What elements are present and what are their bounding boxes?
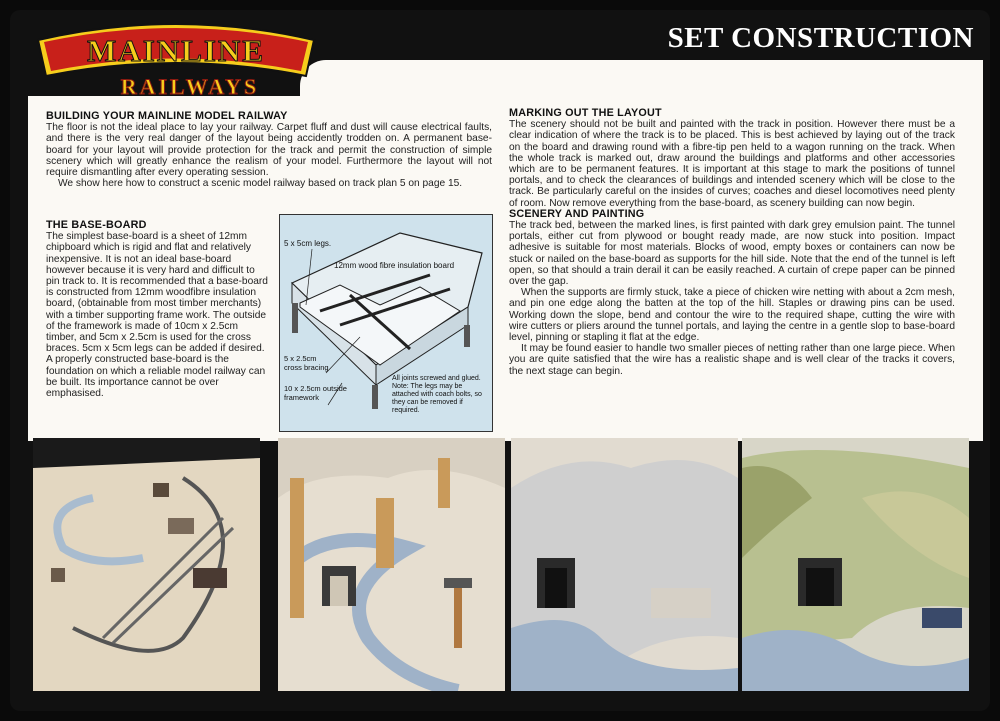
logo-mainline-text: MAINLINE bbox=[87, 33, 265, 68]
legs-label: 5 x 5cm legs. bbox=[284, 239, 332, 248]
photo-supports-netting bbox=[278, 438, 505, 691]
framework-label: 10 x 2.5cm outside framework bbox=[284, 384, 347, 402]
text-panel-top bbox=[300, 60, 983, 100]
scenery-para-2: When the supports are firmly stuck, take a piece of chicken wire netting with about a 2cm mesh, and pin one edge along the batten at the top of the hill. Staples or drawing pins can be used. Working down the slope, bend and contour the wire to the required shape, cutting the wire with wire cutters or pliers around the tunnel portals, and laying the centre in a gentle slop to base-board level, pinning or stapling it flat at the edge. bbox=[509, 287, 955, 344]
photo-painted-scenery bbox=[742, 438, 969, 691]
board-label: 12mm wood fibre insulation board bbox=[334, 261, 455, 270]
building-section bbox=[46, 111, 492, 189]
page-title: SET CONSTRUCTION bbox=[667, 22, 974, 54]
scenery-para-3: It may be found easier to handle two smaller pieces of netting rather than one large piece. When you are quite satisfied that the wire has a realistic shape and is well clear of the tracks it covers, the next stage can begin. bbox=[509, 343, 955, 377]
marking-heading: MARKING OUT THE LAYOUT bbox=[509, 107, 662, 119]
mainline-railways-logo bbox=[30, 14, 322, 98]
photo-track-layout bbox=[33, 438, 260, 691]
joints-note: All joints screwed and glued. Note: The legs may be attached with coach bolts, so they can be removed if required. bbox=[392, 375, 482, 414]
logo-railways-text: RAILWAYS bbox=[120, 74, 260, 98]
scenery-heading: SCENERY AND PAINTING bbox=[509, 207, 645, 220]
baseboard-section bbox=[46, 220, 271, 399]
marking-section bbox=[509, 108, 955, 377]
building-para-1: The floor is not the ideal place to lay your railway. Carpet fluff and dust will cause electrical faults, and there is the very real danger of the layout being accidently trodden on. A permanent base-board for your layout will provide protection for the track and permit the construction of simple scenery which will greatly enhance the realism of your model. Furthermore the layout will not require dismantling after every operating session. bbox=[46, 122, 492, 179]
bracing-label: 5 x 2.5cm cross bracing bbox=[284, 354, 329, 372]
baseboard-heading: THE BASE-BOARD bbox=[46, 219, 147, 231]
building-para-2: We show here how to construct a scenic model railway based on track plan 5 on page 15. bbox=[58, 178, 463, 190]
scenery-para-1: The track bed, between the marked lines, is first painted with dark grey emulsion paint. The tunnel portals, either cut from plywood or bought ready made, are now stuck into position. Impact adhesive is suitable for most materials. Blocks of wood, empty boxes or containers can now be stuck or nailed on the base-board as supports for the hill side. Note that the end of the tunnel is left open, so that should a train derail it can be easily reached. A curtain of crepe paper can be pinned over the gap. bbox=[509, 220, 955, 288]
photo-paper-hill bbox=[511, 438, 738, 691]
baseboard-para: The simplest base-board is a sheet of 12mm chipboard which is rigid and flat and relatively inexpensive. It is not an ideal base-board however because it is very hard and difficult to pin track to. It is recommended that a base-board is constructed from 12mm woodfibre insulation board, (obtainable from most timber merchants) with a timber supporting frame work. The outside of the framework is made of 10cm x 2.5cm timber, and 5cm x 2.5cm is used for the cross braces. 5cm x 5cm legs can be added if desired. A properly constructed base-board is the foundation on which a reliable model railway can be built. Its importance cannot be over emphasised. bbox=[46, 231, 268, 400]
marking-para: The scenery should not be built and painted with the track in position. However there must be a clear indication of where the track is to be placed. This is best achieved by laying out of the track on the board and drawing round with a fibre-tip pen held to a wagon running on the track. When the whole track is marked out, draw around the buildings and platforms and other accessories which are to be permanent features. It is important at this stage to mark the positions of tunnel portals, and to check the clearances of buildings and intended scenery which will be close to the track. Be particularly careful on the insides of curves; coaches and diesel locomotives need plenty of room. Now remove everything from the base-board, as scenery building can now begin. bbox=[509, 119, 955, 209]
building-heading: BUILDING YOUR MAINLINE MODEL RAILWAY bbox=[46, 110, 288, 122]
baseboard-diagram bbox=[279, 214, 493, 432]
